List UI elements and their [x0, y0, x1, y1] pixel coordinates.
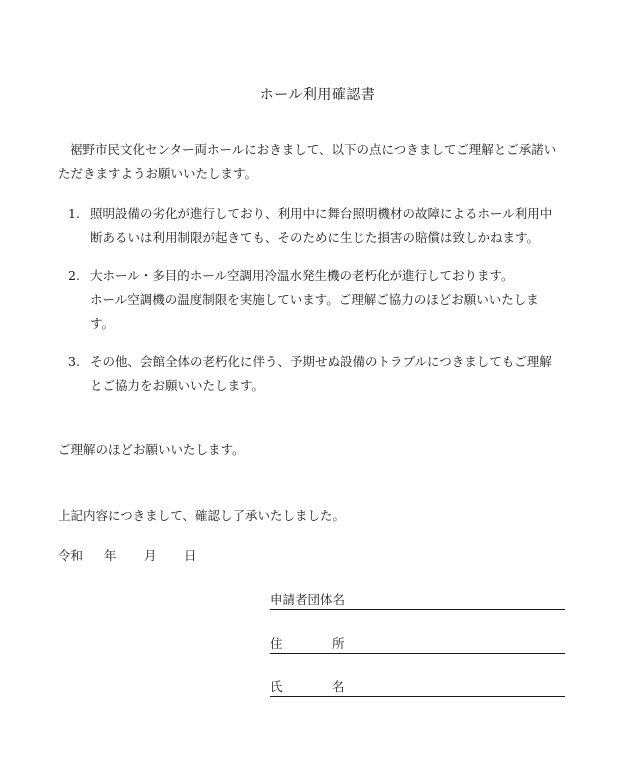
item-line: 大ホール・多目的ホール空調用冷温水発生機の老朽化が進行しております。 — [90, 268, 514, 283]
item-line: 照明設備の劣化が進行しており、利用中に舞台照明機材の故障によるホール利用中 — [90, 206, 553, 221]
item-body — [90, 350, 563, 398]
group-name-label: 申請者団体名 — [270, 592, 346, 607]
list-item — [68, 264, 563, 336]
closing-text: ご理解のほどお願いいたします。 — [58, 442, 245, 457]
name-field — [270, 677, 565, 697]
address-field — [270, 634, 565, 654]
confirmation-text: 上記内容につきまして、確認し了承いたしました。 — [58, 508, 346, 523]
address-label-char-2: 所 — [332, 636, 345, 651]
item-line: ホール空調機の温度制限を実施しています。ご理解ご協力のほどお願いいたしま — [90, 292, 539, 307]
item-line: その他、会館全体の老朽化に伴う、予期せぬ設備のトラブルにつきましてもご理解 — [90, 354, 552, 369]
date-line — [58, 546, 197, 564]
item-line: 断あるいは利用制限が起きても、そのために生じた損害の賠償は致しかねます。 — [90, 230, 540, 245]
list-item — [68, 202, 563, 250]
date-month: 月 — [144, 548, 157, 563]
item-line: とご協力をお願いいたします。 — [90, 378, 265, 393]
name-label-char-1: 氏 — [270, 679, 283, 694]
item-body — [90, 202, 563, 250]
list-item — [68, 350, 563, 398]
date-day: 日 — [184, 548, 197, 563]
intro-paragraph: 裾野市民文化センター両ホールにおきまして、以下の点につきましてご理解とご承諾いただきますようお願いいたします。 — [58, 142, 557, 181]
group-name-field — [270, 590, 565, 610]
date-era: 令和 — [58, 548, 84, 563]
item-number: 1. — [68, 206, 80, 221]
item-line: す。 — [90, 316, 115, 331]
document-title: ホール利用確認書 — [259, 87, 376, 103]
name-label-char-2: 名 — [332, 679, 345, 694]
item-number: 2. — [68, 268, 80, 283]
item-body — [90, 264, 563, 336]
item-number: 3. — [68, 354, 80, 369]
address-label-char-1: 住 — [270, 636, 283, 651]
date-year: 年 — [104, 548, 117, 563]
